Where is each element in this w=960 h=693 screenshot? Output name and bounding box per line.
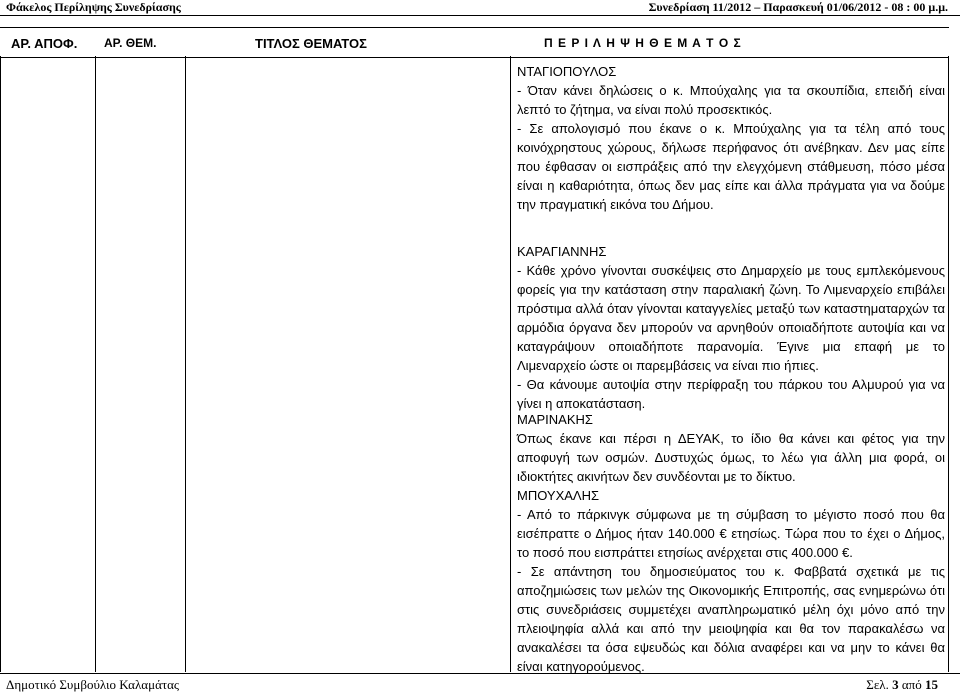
table-col-divider-1: [0, 27, 1, 672]
document-header: [0, 0, 960, 14]
speaker-name: ΜΑΡΙΝΑΚΗΣ: [517, 412, 593, 427]
speaker-block: [517, 486, 945, 676]
header-rule: [0, 15, 960, 16]
speaker-block: [517, 410, 945, 486]
speaker-text: - Θα κάνουμε αυτοψία στην περίφραξη του πάρκου του Αλμυρού για να γίνει η αποκατάσταση.: [517, 377, 945, 411]
table-col-divider-4: [510, 27, 511, 672]
speaker-text: - Κάθε χρόνο γίνονται συσκέψεις στο Δημαρχείο με τους εμπλεκόμενους φορείς για την κατάσταση στην παραλιακή ζώνη. Το Λιμεναρχείο επιβάλει πρόστιμα αλλά όταν γίνονται καταγγελίες μεταξύ των καταστηματαρχών τα αρμόδια όργανα δεν μπορούν να αρνηθούν οποιαδήποτε αυτοψία και να καταγράψουν οποιαδήποτε παρανομία. Έγινε μια επαφή με το Λιμεναρχείο ώστε οι παρεμβάσεις να είναι πιο ήπιες.: [517, 263, 945, 373]
speaker-text: - Σε απάντηση του δημοσιεύματος του κ. Φαββατά σχετικά με τις αποζημιώσεις των μελών της Οικονομικής Επιτροπής, σας ενημερώνω ότι στις συνεδριάσεις συμμετέχει αναπληρωματικό μέλη όχι μόνο από την πλειοψηφία αλλά και από την μειοψηφία και θα τον παρακαλέσω να ανακαλέσει τα όσα εψευδώς και δόλια αναφέρει και να μην το κάνει θα είναι κατηγορούμενος.: [517, 564, 945, 674]
col-header-ar-them: ΑΡ. ΘΕΜ.: [104, 36, 157, 50]
speaker-name: ΜΠΟΥΧΑΛΗΣ: [517, 488, 600, 503]
speaker-text: - Σε απολογισμό που έκανε ο κ. Μπούχαλης για τα τέλη από τους κοινόχρηστους χώρους, δήλωσε περήφανος ότι ανέβηκαν. Δεν μας είπε που έφθασαν οι εισπράξεις από την ελεγχόμενη στάθμευση, πόσο μέσα είναι η καθαριότητα, όπως δεν μας είπε και άλλα πράγματα για να δούμε την πραγματική εικόνα του Δήμου.: [517, 121, 945, 212]
table-col-divider-3: [185, 27, 186, 672]
col-header-titlos: ΤΙΤΛΟΣ ΘΕΜΑΤΟΣ: [255, 36, 367, 51]
table-header-bottom-border: [0, 57, 948, 58]
document-footer: [0, 672, 960, 690]
table-header-row: [0, 28, 960, 56]
speaker-name: ΝΤΑΓΙΟΠΟΥΛΟΣ: [517, 64, 617, 79]
header-folder-title: Φάκελος Περίληψης Συνεδρίασης: [6, 0, 181, 14]
page-prefix: Σελ.: [866, 677, 889, 692]
table-col-divider-2: [95, 27, 96, 672]
speaker-block: [517, 242, 945, 413]
speaker-text: Όπως έκανε και πέρσι η ΔΕΥΑΚ, το ίδιο θα κάνει και φέτος για την αποφυγή των οσμών. Δυστυχώς όμως, το λέω για άλλη μια φορά, οι ιδιοκτήτες ακινήτων δεν συνδέονται με το δίκτυο.: [517, 431, 945, 484]
speaker-text: - Από το πάρκινγκ σύμφωνα με τη σύμβαση το μέγιστο ποσό που θα εισέπραττε ο Δήμος ήταν 140.000 € ετησίως. Τώρα που το έχει ο Δήμος, το ποσό που εισπράττει ετησίως ανέρχεται στις 400.000 €.: [517, 507, 945, 560]
speaker-name: ΚΑΡΑΓΙΑΝΝΗΣ: [517, 244, 607, 259]
footer-council-name: Δημοτικό Συμβούλιο Καλαμάτας: [6, 677, 180, 692]
col-header-perilipsi: Π Ε Ρ Ι Λ Η Ψ Η Θ Ε Μ Α Τ Ο Σ: [544, 36, 742, 50]
page-mid: από: [901, 677, 922, 692]
header-session-info: Συνεδρίαση 11/2012 – Παρασκευή 01/06/2012 - 08 : 00 μ.μ.: [648, 0, 948, 14]
page-total: 15: [925, 677, 938, 692]
page-number: 3: [892, 677, 899, 692]
speaker-block: [517, 62, 945, 214]
col-header-ar-apof: ΑΡ. ΑΠΟΦ.: [11, 36, 78, 51]
speaker-text: - Όταν κάνει δηλώσεις ο κ. Μπούχαλης για τα σκουπίδια, επειδή είναι λεπτό το ζήτημα, να είναι πολύ προσεκτικός.: [517, 83, 945, 117]
table-col-divider-5: [948, 27, 949, 672]
